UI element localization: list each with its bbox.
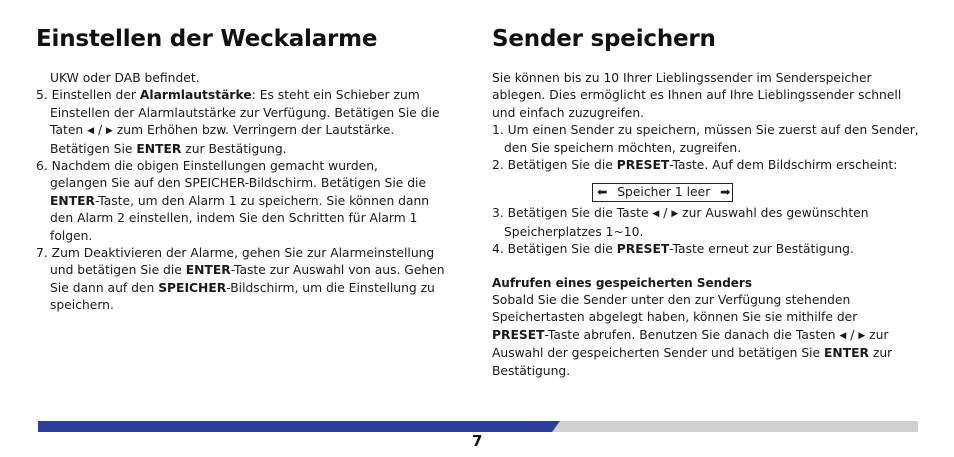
step-1-line2: den Sie speichern möchten, zugreifen. xyxy=(504,140,742,155)
right-arrow-icon: ➡ xyxy=(720,185,731,200)
recall-line5: Bestätigung. xyxy=(492,363,571,378)
step-1: 1. Um einen Sender zu speichern, müssen Sie zuerst auf den Sender, xyxy=(492,123,919,138)
step-6-line3: ENTER-Taste, um den Alarm 1 zu speichern. Sie können dann xyxy=(50,193,430,208)
step-5-line4: Betätigen Sie ENTER zur Bestätigung. xyxy=(50,141,287,156)
display-screen-box xyxy=(592,183,733,202)
left-arrow-icon: ◀ xyxy=(652,209,660,220)
step-6: 6. Nachdem die obigen Einstellungen gemacht wurden, xyxy=(36,159,378,174)
step-6-line2: gelangen Sie auf den SPEICHER-Bildschirm. Betätigen Sie die xyxy=(50,176,427,191)
section-title-presets: Sender speichern xyxy=(492,26,716,52)
footer-bar xyxy=(38,421,918,432)
page-number: 7 xyxy=(472,432,483,450)
intro-line1: Sie können bis zu 10 Ihrer Lieblingssender im Senderspeicher xyxy=(492,71,872,85)
display-text: Speicher 1 leer xyxy=(617,185,711,200)
right-arrow-icon: ▶ xyxy=(671,209,679,220)
step-7: 7. Zum Deaktivieren der Alarme, gehen Sie zur Alarmeinstellung xyxy=(36,246,435,261)
left-arrow-icon: ◀ xyxy=(839,330,847,341)
alarm-instructions xyxy=(36,70,468,315)
recall-heading: Aufrufen eines gespeicherten Senders xyxy=(492,275,752,290)
continuation-text: UKW oder DAB befindet. xyxy=(50,71,200,85)
intro-line2: ablegen. Dies ermöglicht es Ihnen auf Ihre Lieblingssender schnell xyxy=(492,88,902,103)
step-4: 4. Betätigen Sie die PRESET-Taste erneut zur Bestätigung. xyxy=(492,242,854,257)
step-3-line2: Speicherplatzes 1~10. xyxy=(504,224,644,239)
step-7-line2: und betätigen Sie die ENTER-Taste zur Auswahl von aus. Gehen xyxy=(50,263,445,278)
right-arrow-icon: ▶ xyxy=(858,330,866,341)
step-2: 2. Betätigen Sie die PRESET-Taste. Auf dem Bildschirm erscheint: xyxy=(492,158,898,173)
step-5-line3: Taten ◀ / ▶ zum Erhöhen bzw. Verringern der Lautstärke. xyxy=(50,123,395,138)
section-title-alarms: Einstellen der Weckalarme xyxy=(36,26,378,52)
footer-bar-wedge xyxy=(552,421,560,432)
recall-line3: PRESET-Taste abrufen. Benutzen Sie danach die Tasten ◀ / ▶ zur xyxy=(492,327,889,342)
left-column xyxy=(36,26,468,315)
step-6-line5: folgen. xyxy=(50,228,93,243)
footer-bar-accent xyxy=(38,421,552,432)
recall-line2: Speichertasten abgelegt haben, können Sie sie mithilfe der xyxy=(492,310,858,325)
step-5: 5. Einstellen der Alarmlautstärke: Es steht ein Schieber zum xyxy=(36,88,420,103)
recall-line4: Auswahl der gespeicherten Sender und betätigen Sie ENTER zur xyxy=(492,346,893,361)
right-column xyxy=(492,26,932,380)
left-arrow-icon: ◀ xyxy=(87,126,95,137)
step-3: 3. Betätigen Sie die Taste ◀ / ▶ zur Auswahl des gewünschten xyxy=(492,206,869,221)
step-6-line4: den Alarm 2 einstellen, indem Sie den Schritten für Alarm 1 xyxy=(50,211,418,226)
left-arrow-icon: ⬅ xyxy=(597,185,608,200)
step-7-line4: speichern. xyxy=(50,298,114,313)
intro-line3: und einfach zuzugreifen. xyxy=(492,105,645,120)
recall-line1: Sobald Sie die Sender unter den zur Verfügung stehenden xyxy=(492,293,851,308)
right-arrow-icon: ▶ xyxy=(106,126,113,137)
step-7-line3: Sie dann auf den SPEICHER-Bildschirm, um die Einstellung zu xyxy=(50,280,435,295)
step-5-line2: Einstellen der Alarmlautstärke zur Verfügung. Betätigen Sie die xyxy=(50,105,440,120)
preset-instructions xyxy=(492,70,932,380)
